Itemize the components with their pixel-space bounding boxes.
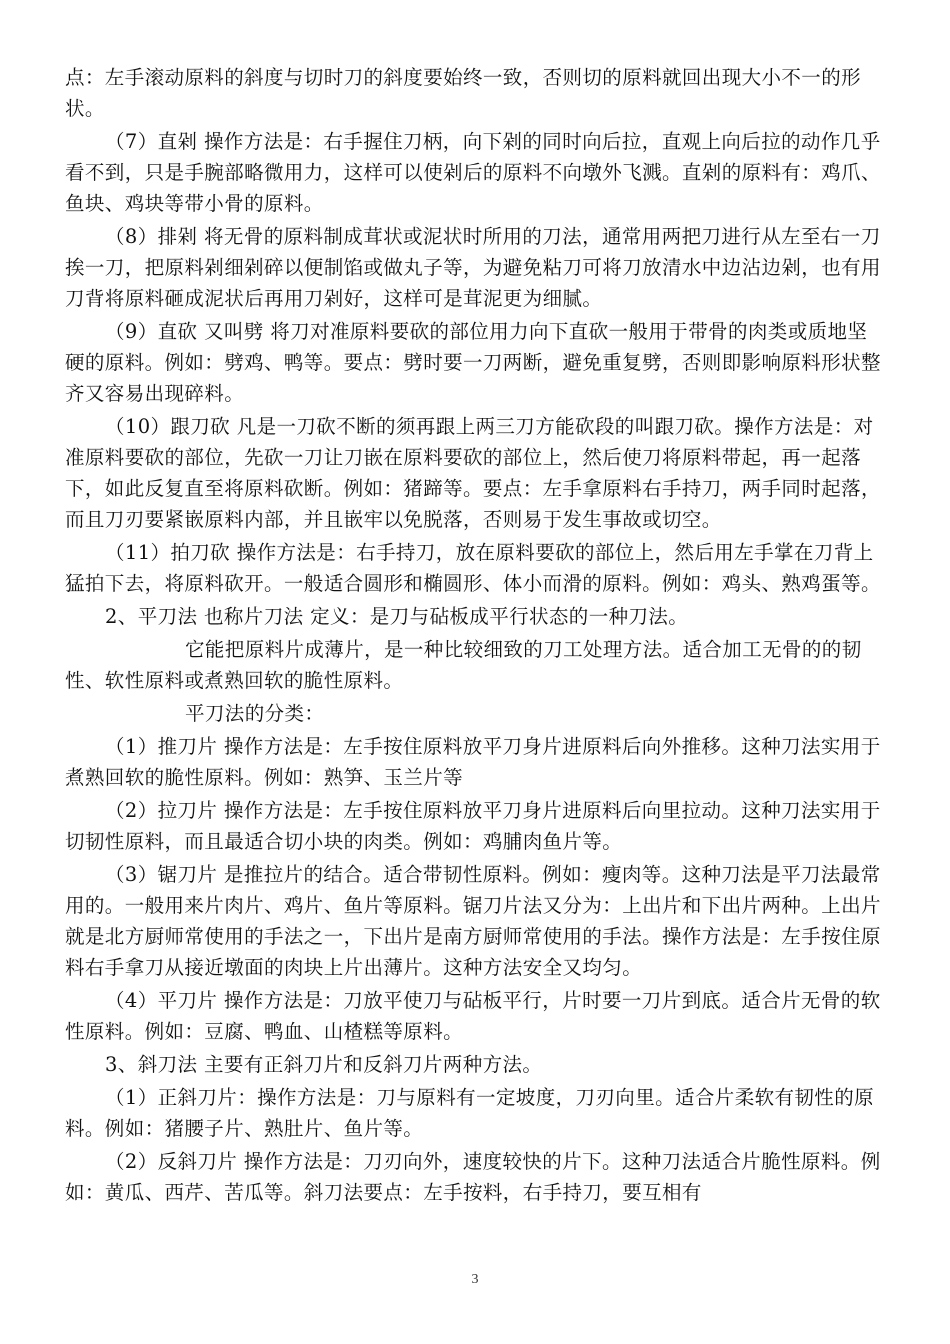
paragraph: 平刀法的分类： (185, 702, 325, 725)
paragraph: （2）反斜刀片 操作方法是：刀刃向外，速度较快的片下。这种刀法适合片脆性原料。例如：黄瓜、西芹、苦瓜等。斜刀法要点：左手按料，右手持刀，要互相有 (65, 1150, 881, 1204)
paragraph: （4）平刀片 操作方法是：刀放平使刀与砧板平行，片时要一刀片到底。适合片无骨的软性原料。例如：豆腐、鸭血、山楂糕等原料。 (65, 989, 881, 1043)
section-heading: 3、斜刀法 主要有正斜刀片和反斜刀片两种方法。 (105, 1053, 543, 1076)
paragraph: （2）拉刀片 操作方法是：左手按住原料放平刀身片进原料后向里拉动。这种刀法实用于切韧性原料，而且最适合切小块的肉类。例如：鸡脯肉鱼片等。 (65, 799, 881, 853)
paragraph: （10）跟刀砍 凡是一刀砍不断的须再跟上两三刀方能砍段的叫跟刀砍。操作方法是：对准原料要砍的部位，先砍一刀让刀嵌在原料要砍的部位上，然后使刀将原料带起，再一起落下，如此反复直至将原料砍断。例如：猪蹄等。要点：左手拿原料右手持刀，两手同时起落，而且刀刃要紧嵌原料内部，并且嵌牢以免脱落，否则易于发生事故或切空。 (65, 415, 881, 531)
section-heading: 2、平刀法 也称片刀法 定义：是刀与砧板成平行状态的一种刀法。 (105, 605, 689, 628)
paragraph: 点：左手滚动原料的斜度与切时刀的斜度要始终一致，否则切的原料就回出现大小不一的形状。 (65, 66, 862, 120)
body-text (65, 62, 885, 1208)
paragraph: （8）排剁 将无骨的原料制成茸状或泥状时所用的刀法，通常用两把刀进行从左至右一刀挨一刀，把原料剁细剁碎以便制馅或做丸子等，为避免粘刀可将刀放清水中边沾边剁，也有用刀背将原料砸成泥状后再用刀剁好，这样可是茸泥更为细腻。 (65, 225, 881, 310)
paragraph: 它能把原料片成薄片，是一种比较细致的刀工处理方法。适合加工无骨的的韧性、软性原料或煮熟回软的脆性原料。 (65, 638, 862, 692)
paragraph: （3）锯刀片 是推拉片的结合。适合带韧性原料。例如：瘦肉等。这种刀法是平刀法最常用的。一般用来片肉片、鸡片、鱼片等原料。锯刀片法又分为：上出片和下出片两种。上出片就是北方厨师常使用的手法之一，下出片是南方厨师常使用的手法。操作方法是：左手按住原料右手拿刀从接近墩面的肉块上片出薄片。这种方法安全又均匀。 (65, 863, 881, 979)
paragraph: （1）正斜刀片：操作方法是：刀与原料有一定坡度，刀刃向里。适合片柔软有韧性的原料。例如：猪腰子片、熟肚片、鱼片等。 (65, 1086, 875, 1140)
page-number: 3 (471, 1272, 479, 1287)
paragraph: （9）直砍 又叫劈 将刀对准原料要砍的部位用力向下直砍一般用于带骨的肉类或质地坚硬的原料。例如：劈鸡、鸭等。要点：劈时要一刀两断，避免重复劈，否则即影响原料形状整齐又容易出现碎料。 (65, 320, 881, 405)
paragraph: （7）直剁 操作方法是：右手握住刀柄，向下剁的同时向后拉，直观上向后拉的动作几乎看不到，只是手腕部略微用力，这样可以使剁后的原料不向墩外飞溅。直剁的原料有：鸡爪、鱼块、鸡块等带小骨的原料。 (65, 130, 881, 215)
paragraph: （11）拍刀砍 操作方法是：右手持刀，放在原料要砍的部位上，然后用左手掌在刀背上猛拍下去，将原料砍开。一般适合圆形和椭圆形、体小而滑的原料。例如：鸡头、熟鸡蛋等。 (65, 541, 881, 595)
paragraph: （1）推刀片 操作方法是：左手按住原料放平刀身片进原料后向外推移。这种刀法实用于煮熟回软的脆性原料。例如：熟笋、玉兰片等 (65, 735, 881, 789)
